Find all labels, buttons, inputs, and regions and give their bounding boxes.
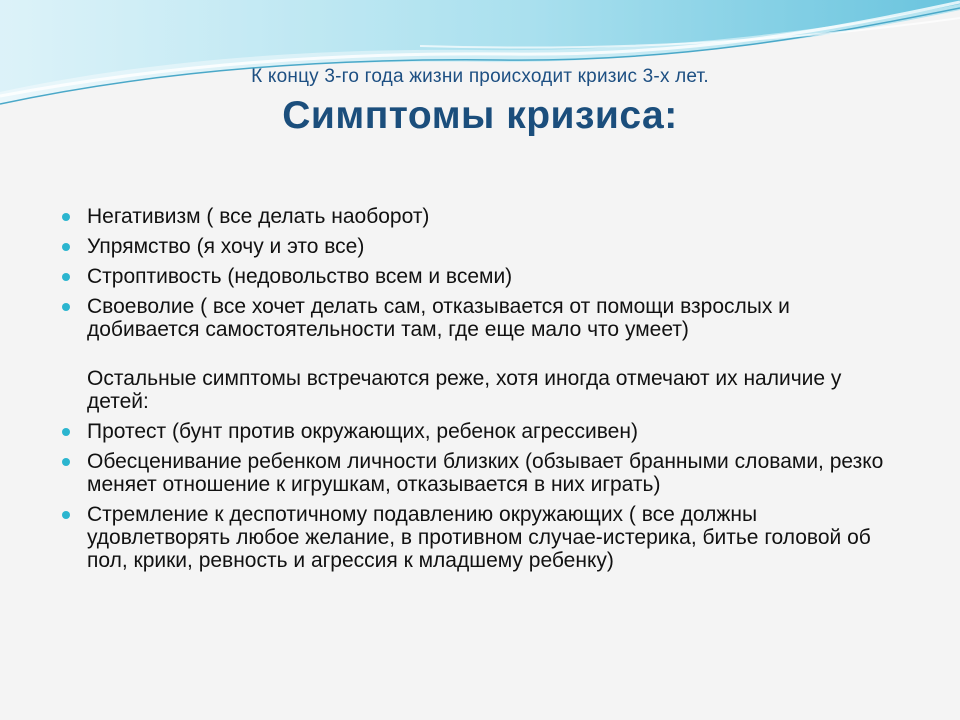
- bullet-item-text: Негативизм ( все делать наоборот): [87, 205, 430, 228]
- bullet-dot-icon: [62, 243, 70, 251]
- bullet-dot-icon: [62, 213, 70, 221]
- bullet-item-text: Стремление к деспотичному подавлению окружающих ( все должны удовлетворять любое желание, в противном случае-истерика, битье головой об пол, крики, ревность и агрессия к младшему ребенку): [87, 503, 871, 572]
- bullet-dot-icon: [62, 458, 70, 466]
- bullet-dot-icon: [62, 511, 70, 519]
- slide-content: [62, 205, 902, 579]
- bullet-item: [62, 235, 902, 258]
- bullet-dot-icon: [62, 428, 70, 436]
- bullet-item-text: Упрямство (я хочу и это все): [87, 235, 365, 258]
- bullet-item-text: Обесценивание ребенком личности близких (обзывает бранными словами, резко меняет отношение к игрушкам, отказывается в них играть): [87, 450, 884, 496]
- bullet-dot-icon: [62, 273, 70, 281]
- bullet-item: [62, 205, 902, 228]
- bullet-item: [62, 420, 902, 443]
- note-paragraph: Остальные симптомы встречаются реже, хотя иногда отмечают их наличие у детей:: [87, 367, 842, 413]
- slide-subtitle: К концу 3-го года жизни происходит кризис 3-х лет.: [251, 66, 709, 87]
- bullet-item: [62, 265, 902, 288]
- bullet-item-text: Строптивость (недовольство всем и всеми): [87, 265, 513, 288]
- bullet-item-text: Протест (бунт против окружающих, ребенок агрессивен): [87, 420, 638, 443]
- bullet-dot-icon: [62, 303, 70, 311]
- bullet-item: [62, 295, 902, 341]
- bullet-item-text: Своеволие ( все хочет делать сам, отказывается от помощи взрослых и добивается самостоятельности там, где еще мало что умеет): [87, 295, 790, 341]
- bullet-item: [62, 503, 902, 572]
- bullet-item: [62, 450, 902, 496]
- slide-title: Симптомы кризиса:: [282, 94, 678, 137]
